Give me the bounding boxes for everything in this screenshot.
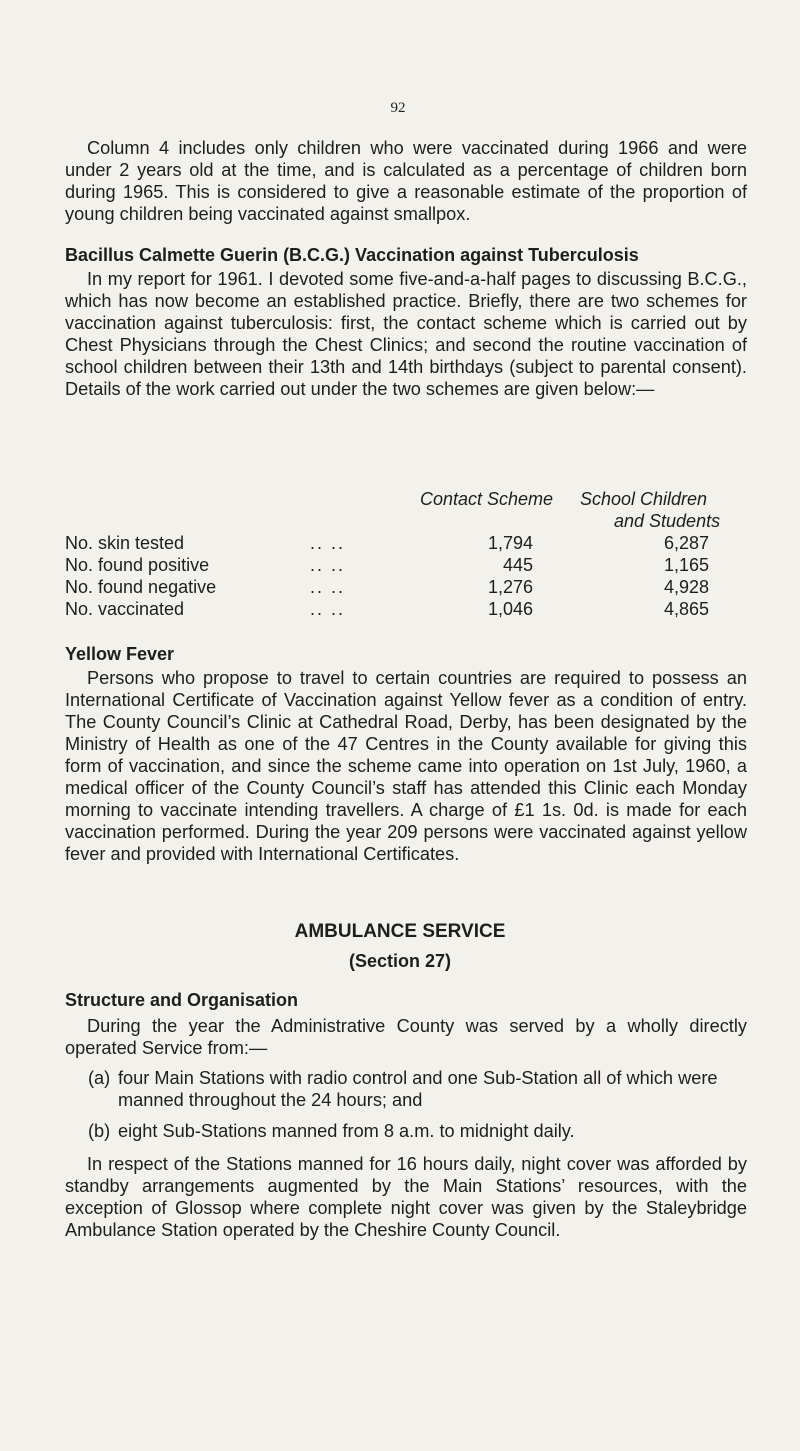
- list-marker: (b): [88, 1121, 111, 1141]
- bcg-heading: Bacillus Calmette Guerin (B.C.G.) Vaccination against Tuberculosis: [65, 245, 639, 265]
- ambulance-paragraph-1: During the year the Administrative County was served by a wholly directly operated Service from:—: [65, 1016, 747, 1058]
- leader-dots: .. ..: [310, 555, 346, 575]
- row-label: No. vaccinated: [65, 599, 185, 619]
- contact-value: 1,276: [487, 577, 533, 597]
- bcg-paragraph: In my report for 1961. I devoted some five-and-a-half pages to discussing B.C.G., which has now become an established practice. Briefly, there are two schemes for vaccination against tuberculosis: first, the contact scheme which is carried out by Chest Physicians through the Chest Clinics; and second the routine vaccination of school children between their 13th and 14th birthdays (subject to parental consent). Details of the work carried out under the two schemes are given below:—: [65, 269, 747, 399]
- yellow-fever-heading: Yellow Fever: [65, 644, 175, 664]
- row-label: No. found positive: [65, 555, 210, 575]
- table-row: [65, 532, 755, 554]
- row-label: No. skin tested: [65, 533, 185, 553]
- school-value: 6,287: [663, 533, 709, 553]
- leader-dots: .. ..: [310, 599, 346, 619]
- table-row: [65, 554, 755, 576]
- intro-paragraph: Column 4 includes only children who were vaccinated during 1966 and were under 2 years old at the time, and is calculated as a percentage of children born during 1965. This is considered to give a reasonable estimate of the proportion of young children being vaccinated against smallpox.: [65, 138, 747, 224]
- row-label: No. found negative: [65, 577, 217, 597]
- table-header-contact: Contact Scheme: [420, 489, 554, 509]
- contact-value: 1,794: [487, 533, 533, 553]
- contact-value: 1,046: [487, 599, 533, 619]
- leader-dots: .. ..: [310, 533, 346, 553]
- list-marker: (a): [88, 1068, 111, 1088]
- school-value: 4,865: [663, 599, 709, 619]
- contact-value: 445: [502, 555, 533, 575]
- list-text: eight Sub-Stations manned from 8 a.m. to midnight daily.: [118, 1121, 575, 1141]
- list-text: four Main Stations with radio control and one Sub-Station all of which were manned throughout the 24 hours; and: [118, 1068, 718, 1110]
- table-header-school-line2: and Students: [614, 511, 721, 531]
- yellow-fever-paragraph: Persons who propose to travel to certain countries are required to possess an International Certificate of Vaccination against Yellow fever as a condition of entry. The County Council’s Clinic at Cathedral Road, Derby, has been designated by the Ministry of Health as one of the 47 Centres in the County available for giving this form of vaccination, and since the scheme came into operation on 1st July, 1960, a medical officer of the County Council’s staff has attended this Clinic each Monday morning to vaccinate intending travellers. A charge of £1 1s. 0d. is made for each vaccination performed. During the year 209 persons were vaccinated against yellow fever and provided with International Certificates.: [65, 668, 747, 864]
- table-row: [65, 576, 755, 598]
- ambulance-subtitle: (Section 27): [348, 951, 452, 971]
- list-item: [88, 1067, 748, 1111]
- table-header-school-line1: School Children: [580, 489, 708, 509]
- school-value: 4,928: [663, 577, 709, 597]
- page-number: 92: [390, 100, 406, 116]
- structure-heading: Structure and Organisation: [65, 990, 299, 1010]
- list-item: [88, 1120, 748, 1142]
- ambulance-title: AMBULANCE SERVICE: [294, 921, 506, 942]
- school-value: 1,165: [663, 555, 709, 575]
- ambulance-paragraph-2: In respect of the Stations manned for 16 hours daily, night cover was afforded by standby arrangements augmented by the Main Stations’ resources, with the exception of Glossop where complete night cover was given by the Staleybridge Ambulance Station operated by the Cheshire County Council.: [65, 1154, 747, 1240]
- table-row: [65, 598, 755, 620]
- leader-dots: .. ..: [310, 577, 346, 597]
